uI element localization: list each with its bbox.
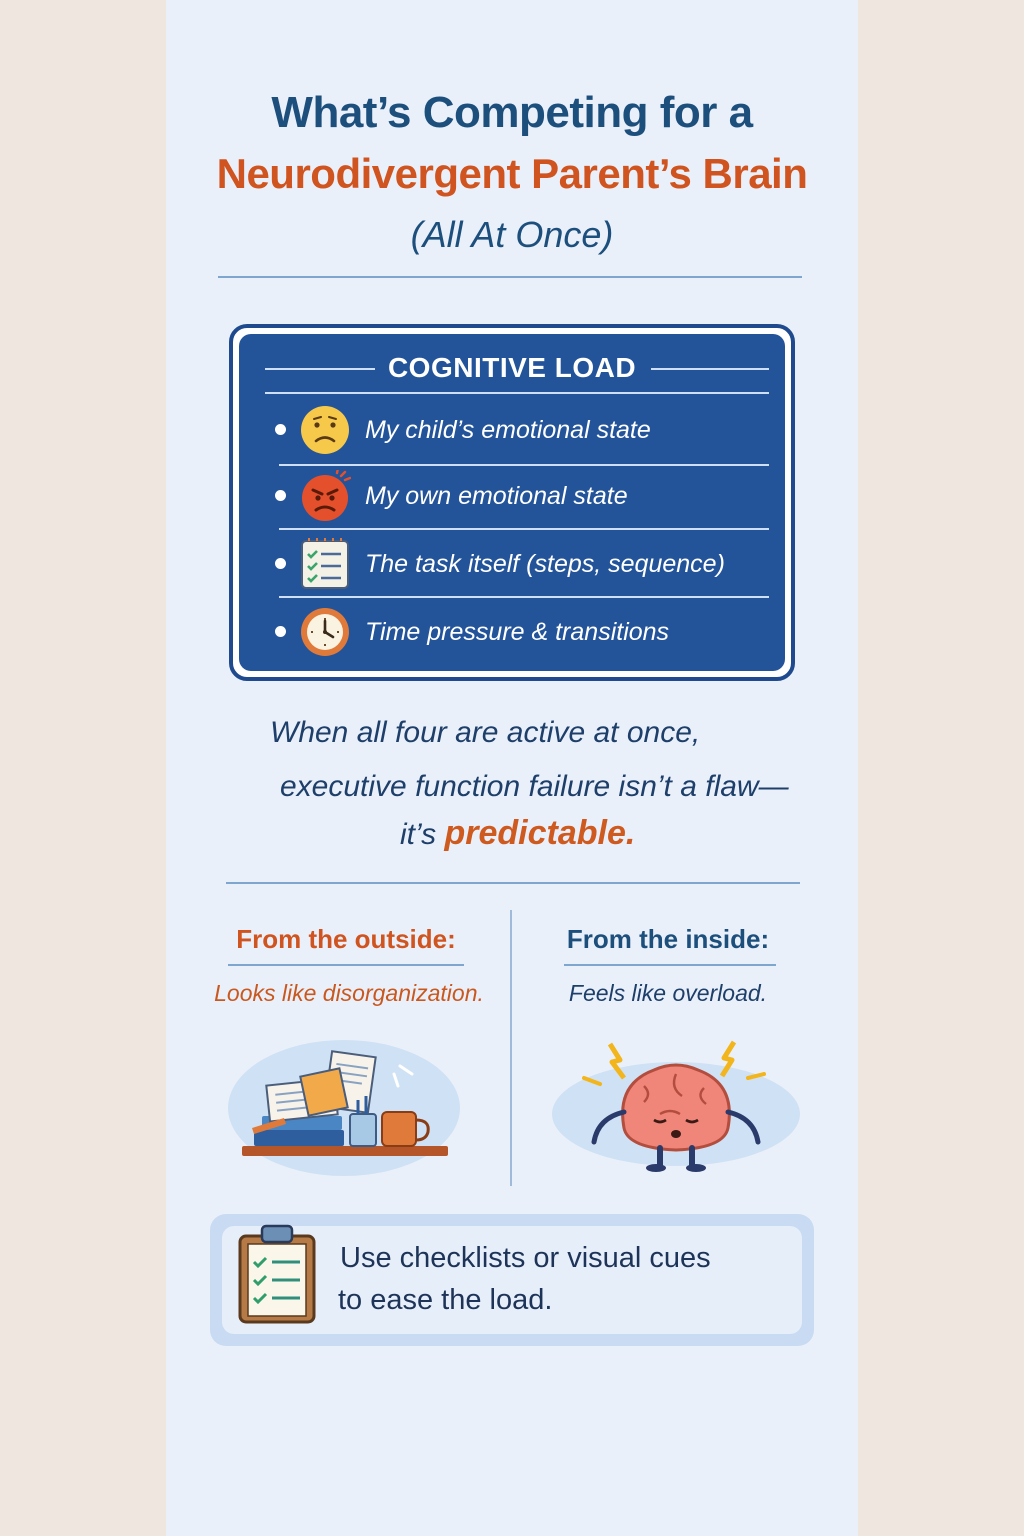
title-line-2: Neurodivergent Parent’s Brain bbox=[216, 150, 808, 197]
tip-line-1: Use checklists or visual cues bbox=[340, 1242, 711, 1274]
load-item-child-emotion bbox=[275, 404, 785, 456]
messy-desk-icon bbox=[224, 1026, 464, 1176]
load-item-label: Time pressure & transitions bbox=[365, 618, 670, 646]
statement-divider bbox=[226, 882, 800, 884]
heading-underline bbox=[265, 392, 769, 394]
tip-line-2: to ease the load. bbox=[338, 1284, 553, 1316]
worried-face-icon bbox=[299, 404, 351, 456]
clipboard-checklist-icon bbox=[228, 1222, 328, 1326]
cognitive-load-card-body bbox=[239, 334, 785, 671]
load-item-task bbox=[275, 538, 785, 590]
bullet-dot bbox=[275, 626, 286, 637]
angry-face-icon bbox=[299, 470, 351, 522]
row-divider bbox=[279, 596, 769, 598]
outside-heading: From the outside: bbox=[236, 924, 456, 954]
bullet-dot bbox=[275, 424, 286, 435]
title-divider bbox=[218, 276, 802, 278]
statement-line-1: When all four are active at once, bbox=[270, 716, 701, 749]
title-line-3: (All At Once) bbox=[410, 214, 614, 255]
inside-text: Feels like overload. bbox=[568, 980, 768, 1006]
load-item-time bbox=[275, 606, 785, 658]
clock-icon bbox=[299, 606, 351, 658]
load-item-label: The task itself (steps, sequence) bbox=[365, 550, 725, 578]
title-line-1: What’s Competing for a bbox=[271, 88, 753, 137]
load-item-own-emotion bbox=[275, 470, 785, 522]
row-divider bbox=[279, 464, 769, 466]
outside-text: Looks like disorganization. bbox=[214, 980, 484, 1006]
outside-underline bbox=[228, 964, 464, 966]
cognitive-load-card bbox=[229, 324, 795, 681]
checklist-icon bbox=[299, 538, 351, 590]
bullet-dot bbox=[275, 558, 286, 569]
statement-line-3 bbox=[400, 814, 635, 853]
statement-line-2: executive function failure isn’t a flaw— bbox=[280, 770, 789, 803]
bullet-dot bbox=[275, 490, 286, 501]
inside-heading: From the inside: bbox=[566, 924, 770, 954]
inside-underline bbox=[564, 964, 776, 966]
cognitive-load-heading: COGNITIVE LOAD bbox=[387, 352, 637, 383]
statement-prefix: it’s bbox=[400, 818, 445, 851]
tip-box bbox=[210, 1214, 814, 1346]
statement-emphasis: predictable. bbox=[444, 814, 636, 852]
column-divider bbox=[510, 910, 512, 1186]
row-divider bbox=[279, 528, 769, 530]
tip-box-body bbox=[222, 1226, 802, 1334]
load-item-label: My child’s emotional state bbox=[365, 416, 651, 444]
load-item-label: My own emotional state bbox=[365, 482, 628, 510]
overloaded-brain-icon bbox=[548, 1028, 804, 1178]
